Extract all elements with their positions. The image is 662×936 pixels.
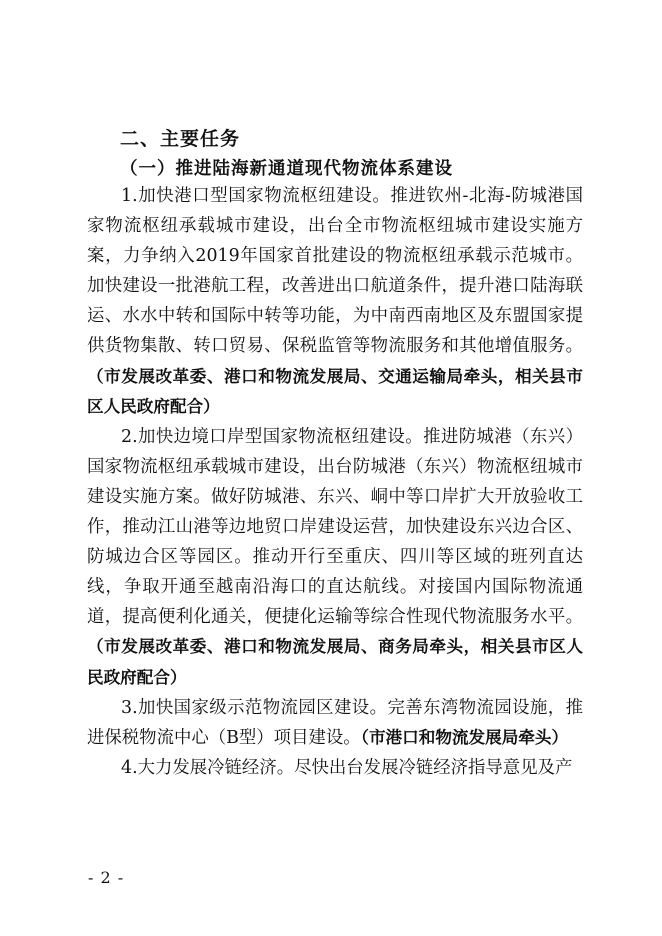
paragraph-2	[87, 422, 583, 693]
paragraph-text: 推进钦州-北海-防城港国家物流枢纽承载城市建设，出台全市物流枢纽城市建设实施方案，力争纳入2019年国家首批建设的物流枢纽承载示范城市。加快建设一批港航工程，改善进出口航道条件，提升港口陆海联运、水水中转和国际中转等功能，为中南西南地区及东盟国家提供货物集散、转口贸易、保税监管等物流服务和其他增值服务。	[87, 186, 583, 357]
paragraph-4	[87, 753, 583, 783]
paragraph-text: 推进防城港（东兴）国家物流枢纽承载城市建设，出台防城港（东兴）物流枢纽城市建设实施方案。做好防城港、东兴、峒中等口岸扩大开放验收工作，推动江山港等边地贸口岸建设运营，加快建设东兴边合区、防城边合区等园区。推动开行至重庆、四川等区域的班列直达线，争取开通至越南沿海口的直达航线。对接国内国际物流通道，提高便利化通关，便捷化运输等综合性现代物流服务水平。	[87, 426, 583, 628]
paragraph-lead: 1.加快港口型国家物流枢纽建设。	[121, 186, 391, 206]
paragraph-text: 完善东湾物流园设施，推进保税物流中心（B型）项目建设。	[87, 697, 583, 748]
section-title: 二、主要任务	[120, 128, 241, 150]
paragraph-lead: 3.加快国家级示范物流园区建设。	[121, 697, 388, 718]
responsibility-note: （市发展改革委、港口和物流发展局、商务局牵头，相关县市区人民政府配合）	[87, 637, 583, 687]
responsibility-note: （市发展改革委、港口和物流发展局、交通运输局牵头，相关县市区人民政府配合）	[87, 366, 583, 416]
paragraph-3	[87, 693, 583, 753]
responsibility-note: （市港口和物流发展局牵头）	[360, 727, 569, 747]
paragraph-text: 尽快出台发展冷链经济指导意见及产	[294, 757, 573, 778]
paragraph-lead: 2.加快边境口岸型国家物流枢纽建设。	[121, 426, 424, 447]
subsection-title: （一）推进陆海新通道现代物流体系建设	[120, 159, 453, 179]
paragraph-1	[87, 181, 583, 422]
page-number: - 2 -	[88, 868, 125, 887]
paragraph-lead: 4.大力发展冷链经济。	[121, 757, 295, 778]
document-body	[87, 181, 583, 783]
